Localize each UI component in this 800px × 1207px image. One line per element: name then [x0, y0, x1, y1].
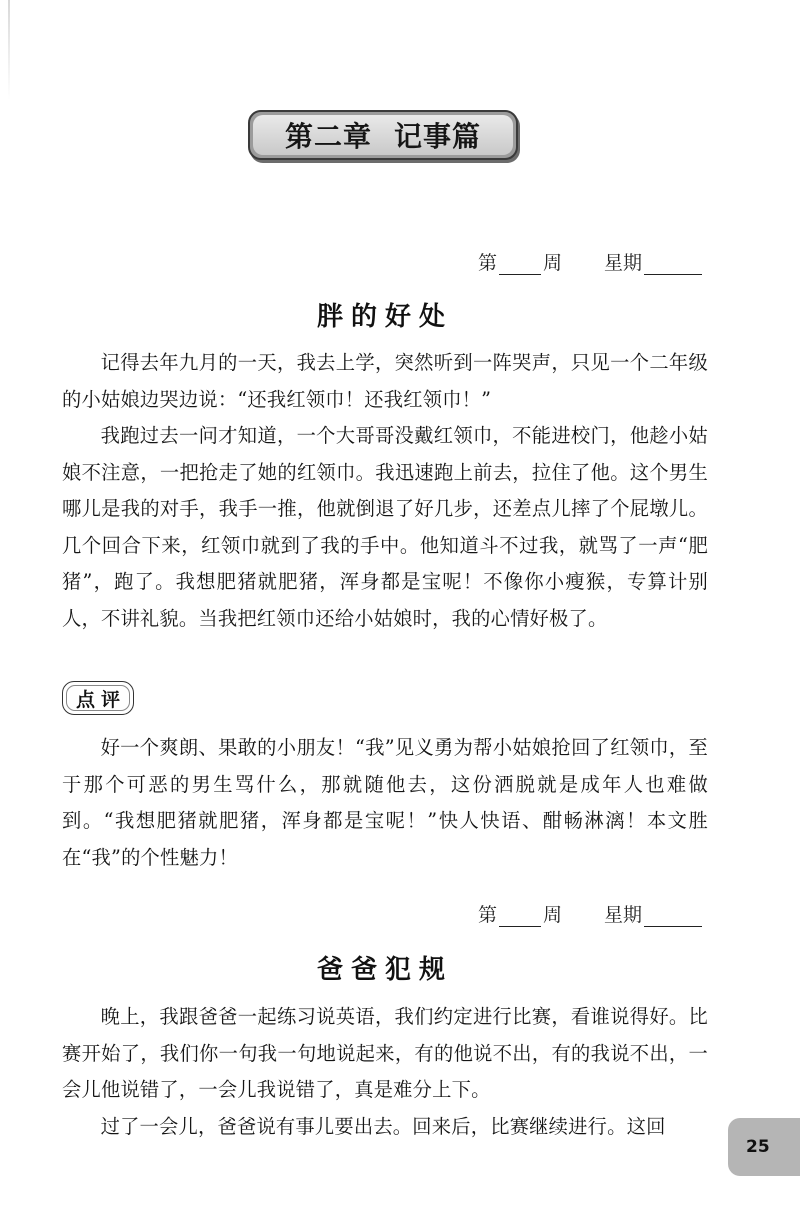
- chapter-banner: [248, 110, 518, 160]
- chapter-name: 记事篇: [394, 120, 482, 153]
- essay-2-paragraph-2: 过了一会儿，爸爸说有事儿要出去。回来后，比赛继续进行。这回: [100, 1115, 666, 1138]
- essay-1-comment: 好一个爽朗、果敢的小朋友！“我”见义勇为帮小姑娘抢回了红领巾，至于那个可恶的男生骂什么，那就随他去，这份洒脱就是成年人也难做到。“我想肥猪就肥猪，浑身都是宝呢！”快人快语、酣畅淋漓！本文胜在“我”的个性魅力！: [62, 736, 708, 869]
- date-prefix: 第: [477, 252, 497, 274]
- essay-2-date-line: [478, 900, 704, 927]
- essay-1-paragraph-1: 记得去年九月的一天，我去上学，突然听到一阵哭声，只见一个二年级的小姑娘边哭边说：“还我红领巾！还我红领巾！”: [62, 351, 708, 411]
- essay-2-title: 爸爸犯规: [316, 955, 453, 985]
- week-blank: [499, 908, 541, 927]
- essay-1-paragraph-2: 我跑过去一问才知道，一个大哥哥没戴红领巾，不能进校门，他趁小姑娘不注意，一把抢走了她的红领巾。我迅速跑上前去，拉住了他。这个男生哪儿是我的对手，我手一推，他就倒退了好几步，还差点儿摔了个屁墩儿。几个回合下来，红领巾就到了我的手中。他知道斗不过我，就骂了一声“肥猪”，跑了。我想肥猪就肥猪，浑身都是宝呢！不像你小瘦猴，专算计别人，不讲礼貌。当我把红领巾还给小姑娘时，我的心情好极了。: [62, 424, 708, 630]
- week-blank: [499, 256, 541, 275]
- date-week: 周: [542, 904, 562, 926]
- chapter-number: 第二章: [284, 120, 372, 153]
- page-binding-edge: [8, 0, 10, 100]
- essay-1-date-line: [478, 248, 704, 275]
- weekday-blank: [644, 908, 702, 927]
- page-number: 25: [746, 1137, 770, 1157]
- date-week: 周: [542, 252, 562, 274]
- comment-badge: [62, 681, 134, 715]
- page-number-tab: [728, 1118, 800, 1176]
- chapter-heading: [253, 115, 513, 155]
- date-prefix: 第: [477, 904, 497, 926]
- date-weekday: 星期: [603, 904, 642, 926]
- weekday-blank: [644, 256, 702, 275]
- date-weekday: 星期: [603, 252, 642, 274]
- essay-1-title: 胖的好处: [316, 302, 453, 332]
- essay-2-paragraph-1: 晚上，我跟爸爸一起练习说英语，我们约定进行比赛，看谁说得好。比赛开始了，我们你一句我一句地说起来，有的他说不出，有的我说不出，一会儿他说错了，一会儿我说错了，真是难分上下。: [62, 1005, 708, 1102]
- comment-label: 点评: [75, 688, 126, 711]
